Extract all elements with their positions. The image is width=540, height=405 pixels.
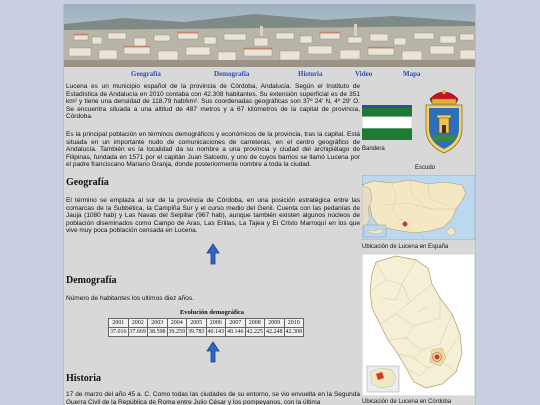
demografia-paragraph: Número de habitantes los ultimos diez años. xyxy=(66,295,194,302)
cordoba-map-caption: Ubicación de Lucena en Córdoba xyxy=(362,399,452,405)
up-arrow-icon[interactable] xyxy=(206,341,220,363)
nav-link-geografia[interactable]: Geografía xyxy=(131,70,161,78)
table-cell-value: 42.308 xyxy=(285,329,302,335)
population-table-values-row xyxy=(109,328,304,337)
sidebar xyxy=(360,83,476,405)
table-cell-year: 2001 xyxy=(109,319,129,328)
flag-caption: Bandera xyxy=(362,146,385,152)
table-cell-value: 38.598 xyxy=(149,329,166,335)
historia-paragraph: 17 de marzo del año 45 a. C. Como todas las ciudades de su entorno, se vio envuelta en la Segunda Guerra Civil de la República de Roma entre Julio César y los pompeyanos, con la última xyxy=(66,391,360,405)
nav-link-video[interactable]: Video xyxy=(355,70,373,78)
article-content xyxy=(66,83,360,405)
page-container xyxy=(63,4,476,405)
heading-demografia: Demografía xyxy=(66,275,117,286)
heading-historia: Historia xyxy=(66,373,101,384)
table-cell-value: 39.259 xyxy=(168,329,185,335)
table-cell-value: 40.146 xyxy=(227,329,244,335)
coat-of-arms-image xyxy=(420,85,468,163)
table-cell-value: 42.248 xyxy=(266,329,283,335)
table-cell-year: 2003 xyxy=(148,319,168,328)
nav-link-demografia[interactable]: Demografía xyxy=(214,70,250,78)
top-navigation xyxy=(64,70,476,82)
location-marker-icon xyxy=(435,355,439,359)
table-cell-year: 2004 xyxy=(167,319,187,328)
map-spain-location xyxy=(362,175,475,240)
population-table-years-row xyxy=(109,319,304,328)
table-cell-year: 2007 xyxy=(226,319,246,328)
table-cell-value: 40.143 xyxy=(207,329,224,335)
heading-geografia: Geografía xyxy=(66,177,109,188)
map-cordoba-location xyxy=(362,254,475,396)
up-arrow-icon[interactable] xyxy=(206,243,220,265)
banner-town-photo xyxy=(64,4,476,67)
table-cell-year: 2006 xyxy=(206,319,226,328)
intro-paragraph-2: Es la principal población en términos demográficos y económicos de la provincia, tras la capital. Está situada en un importante nudo de comunicaciones de carreteras, en el centro geográfico de Andalucía. También es la localidad da su nombre a una provincia y ciudad del archipiélago de Filipinas, fundada en 1571 por el capitán Juan Salcedo, y uno de cuyos barrios se llamó Lucena por el padre franciscano Mariano Granja, donde posteriormente nombre a toda la ciudad. xyxy=(66,131,360,169)
table-cell-year: 2008 xyxy=(245,319,265,328)
nav-link-mapa[interactable]: Mapa xyxy=(403,70,421,78)
table-cell-year: 2005 xyxy=(187,319,207,328)
table-cell-value: 42.225 xyxy=(246,329,263,335)
population-table-caption: Evolución demográfica xyxy=(179,309,245,316)
table-cell-value: 37.016 xyxy=(110,329,127,335)
table-cell-year: 2010 xyxy=(284,319,304,328)
table-cell-value: 37.669 xyxy=(129,329,146,335)
population-table xyxy=(108,318,304,337)
spain-map-caption: Ubicación de Lucena en España xyxy=(362,244,449,250)
geografia-paragraph: El término se emplaza al sur de la provincia de Córdoba, en una posición estratégica entre las comarcas de la Subbética, la Campiña Sur y el curso medio del Genil. Cuenta con las pedanías de Jauja (1080 hab) y Las Navas del Selpillar (967 hab), aunque también existen algunos núcleos de población diseminados como Campo de Aras, Las Erillas, La Tajea y El Cristo Marroquí en los que vive muy poca población censada en Lucena. xyxy=(66,197,360,235)
flag-image xyxy=(362,105,412,140)
coat-of-arms-caption: Escudo xyxy=(415,165,436,171)
intro-paragraph-1: Lucena es un municipio español de la provincia de Córdoba, Andalucía. Según el Instituto de Estadística de Andalucía en 2010 contaba con 42.308 habitantes. Su extensión superficial es de 351 km² y tiene una densidad de 118,79 hab/km². Sus coordenadas geográficas son 37º 24' N, 4º 29' O. Se encuentra situada a una altitud de 487 metros y a 67 kilómetros de la capital de provincia, Córdoba. xyxy=(66,83,360,121)
table-cell-year: 2002 xyxy=(128,319,148,328)
table-cell-year: 2009 xyxy=(265,319,285,328)
table-cell-value: 39.783 xyxy=(188,329,205,335)
nav-link-historia[interactable]: Historia xyxy=(298,70,323,78)
